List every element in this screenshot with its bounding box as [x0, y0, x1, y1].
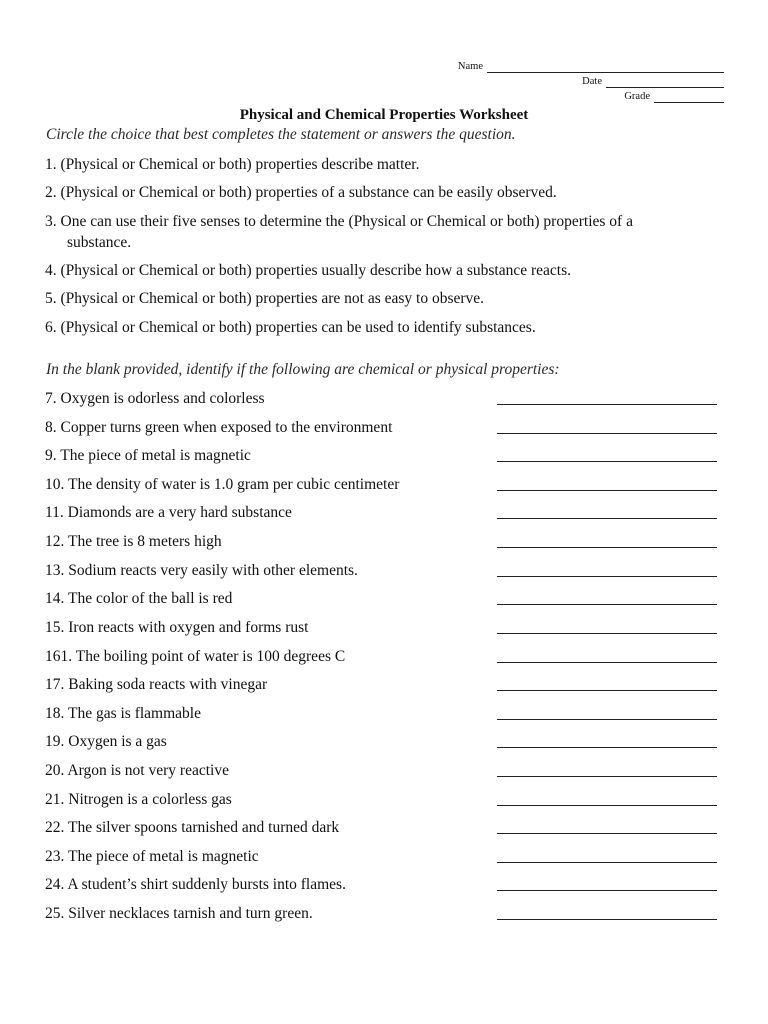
item-text: 12. The tree is 8 meters high: [45, 533, 222, 550]
question-continuation: substance.: [67, 234, 132, 251]
answer-blank-line: [497, 433, 717, 434]
answer-blank-line: [497, 719, 717, 720]
question-5: [45, 288, 735, 309]
question-3: [45, 211, 735, 253]
answer-blank-line: [497, 690, 717, 691]
property-item: [45, 475, 717, 495]
answer-blank-line: [497, 776, 717, 777]
item-text: 19. Oxygen is a gas: [45, 733, 167, 750]
property-item: [45, 847, 717, 867]
item-text: 8. Copper turns green when exposed to the environment: [45, 419, 393, 436]
property-item: [45, 818, 717, 838]
item-text: 15. Iron reacts with oxygen and forms rust: [45, 619, 309, 636]
item-text: 23. The piece of metal is magnetic: [45, 848, 259, 865]
property-item: [45, 503, 717, 523]
answer-blank-line: [497, 461, 717, 462]
answer-blank-line: [497, 547, 717, 548]
date-label: Date: [582, 76, 602, 87]
property-item: [45, 589, 717, 609]
question-text: 1. (Physical or Chemical or both) properties describe matter.: [45, 156, 420, 173]
answer-blank-line: [497, 833, 717, 834]
item-text: 25. Silver necklaces tarnish and turn green.: [45, 905, 313, 922]
name-field: [458, 61, 724, 73]
property-item: [45, 389, 717, 409]
grade-blank-line: [654, 93, 724, 103]
item-text: 161. The boiling point of water is 100 degrees C: [45, 648, 346, 665]
item-text: 7. Oxygen is odorless and colorless: [45, 390, 265, 407]
question-2: [45, 182, 735, 203]
property-item: [45, 875, 717, 895]
property-item: [45, 761, 717, 781]
property-item: [45, 675, 717, 695]
item-text: 14. The color of the ball is red: [45, 590, 233, 607]
answer-blank-line: [497, 662, 717, 663]
property-item: [45, 647, 717, 667]
item-text: 24. A student’s shirt suddenly bursts into flames.: [45, 876, 346, 893]
property-item: [45, 904, 717, 924]
question-text: 5. (Physical or Chemical or both) properties are not as easy to observe.: [45, 290, 485, 307]
answer-blank-line: [497, 633, 717, 634]
property-item: [45, 704, 717, 724]
property-item: [45, 790, 717, 810]
property-item: [45, 418, 717, 438]
grade-field: [624, 91, 724, 103]
item-text: 9. The piece of metal is magnetic: [45, 447, 251, 464]
section-2-instruction: In the blank provided, identify if the following are chemical or physical properties:: [46, 361, 560, 378]
answer-blank-line: [497, 805, 717, 806]
grade-label: Grade: [624, 91, 650, 102]
answer-blank-line: [497, 862, 717, 863]
question-6: [45, 317, 735, 338]
section-1-instruction: Circle the choice that best completes the statement or answers the question.: [46, 126, 516, 143]
answer-blank-line: [497, 919, 717, 920]
item-text: 10. The density of water is 1.0 gram per cubic centimeter: [45, 476, 400, 493]
date-field: [582, 76, 724, 88]
answer-blank-line: [497, 890, 717, 891]
answer-blank-line: [497, 404, 717, 405]
item-text: 18. The gas is flammable: [45, 705, 201, 722]
item-text: 11. Diamonds are a very hard substance: [45, 504, 292, 521]
property-item: [45, 532, 717, 552]
name-blank-line: [487, 63, 724, 73]
worksheet-title: Physical and Chemical Properties Worksheet: [239, 107, 529, 123]
question-text: 2. (Physical or Chemical or both) properties of a substance can be easily observed.: [45, 184, 557, 201]
name-label: Name: [457, 61, 483, 72]
item-text: 21. Nitrogen is a colorless gas: [45, 791, 232, 808]
question-text: 4. (Physical or Chemical or both) properties usually describe how a substance reacts.: [45, 262, 571, 279]
answer-blank-line: [497, 576, 717, 577]
answer-blank-line: [497, 490, 717, 491]
property-item: [45, 446, 717, 466]
property-item: [45, 732, 717, 752]
answer-blank-line: [497, 604, 717, 605]
item-text: 20. Argon is not very reactive: [45, 762, 229, 779]
question-4: [45, 260, 735, 281]
date-blank-line: [606, 78, 724, 88]
question-text: 6. (Physical or Chemical or both) properties can be used to identify substances.: [45, 319, 536, 336]
answer-blank-line: [497, 518, 717, 519]
answer-blank-line: [497, 747, 717, 748]
property-item: [45, 561, 717, 581]
property-item: [45, 618, 717, 638]
item-text: 13. Sodium reacts very easily with other elements.: [45, 562, 358, 579]
question-1: [45, 154, 735, 175]
item-text: 22. The silver spoons tarnished and turned dark: [45, 819, 340, 836]
question-text: 3. One can use their five senses to determine the (Physical or Chemical or both) properties of a: [45, 213, 633, 230]
item-text: 17. Baking soda reacts with vinegar: [45, 676, 268, 693]
